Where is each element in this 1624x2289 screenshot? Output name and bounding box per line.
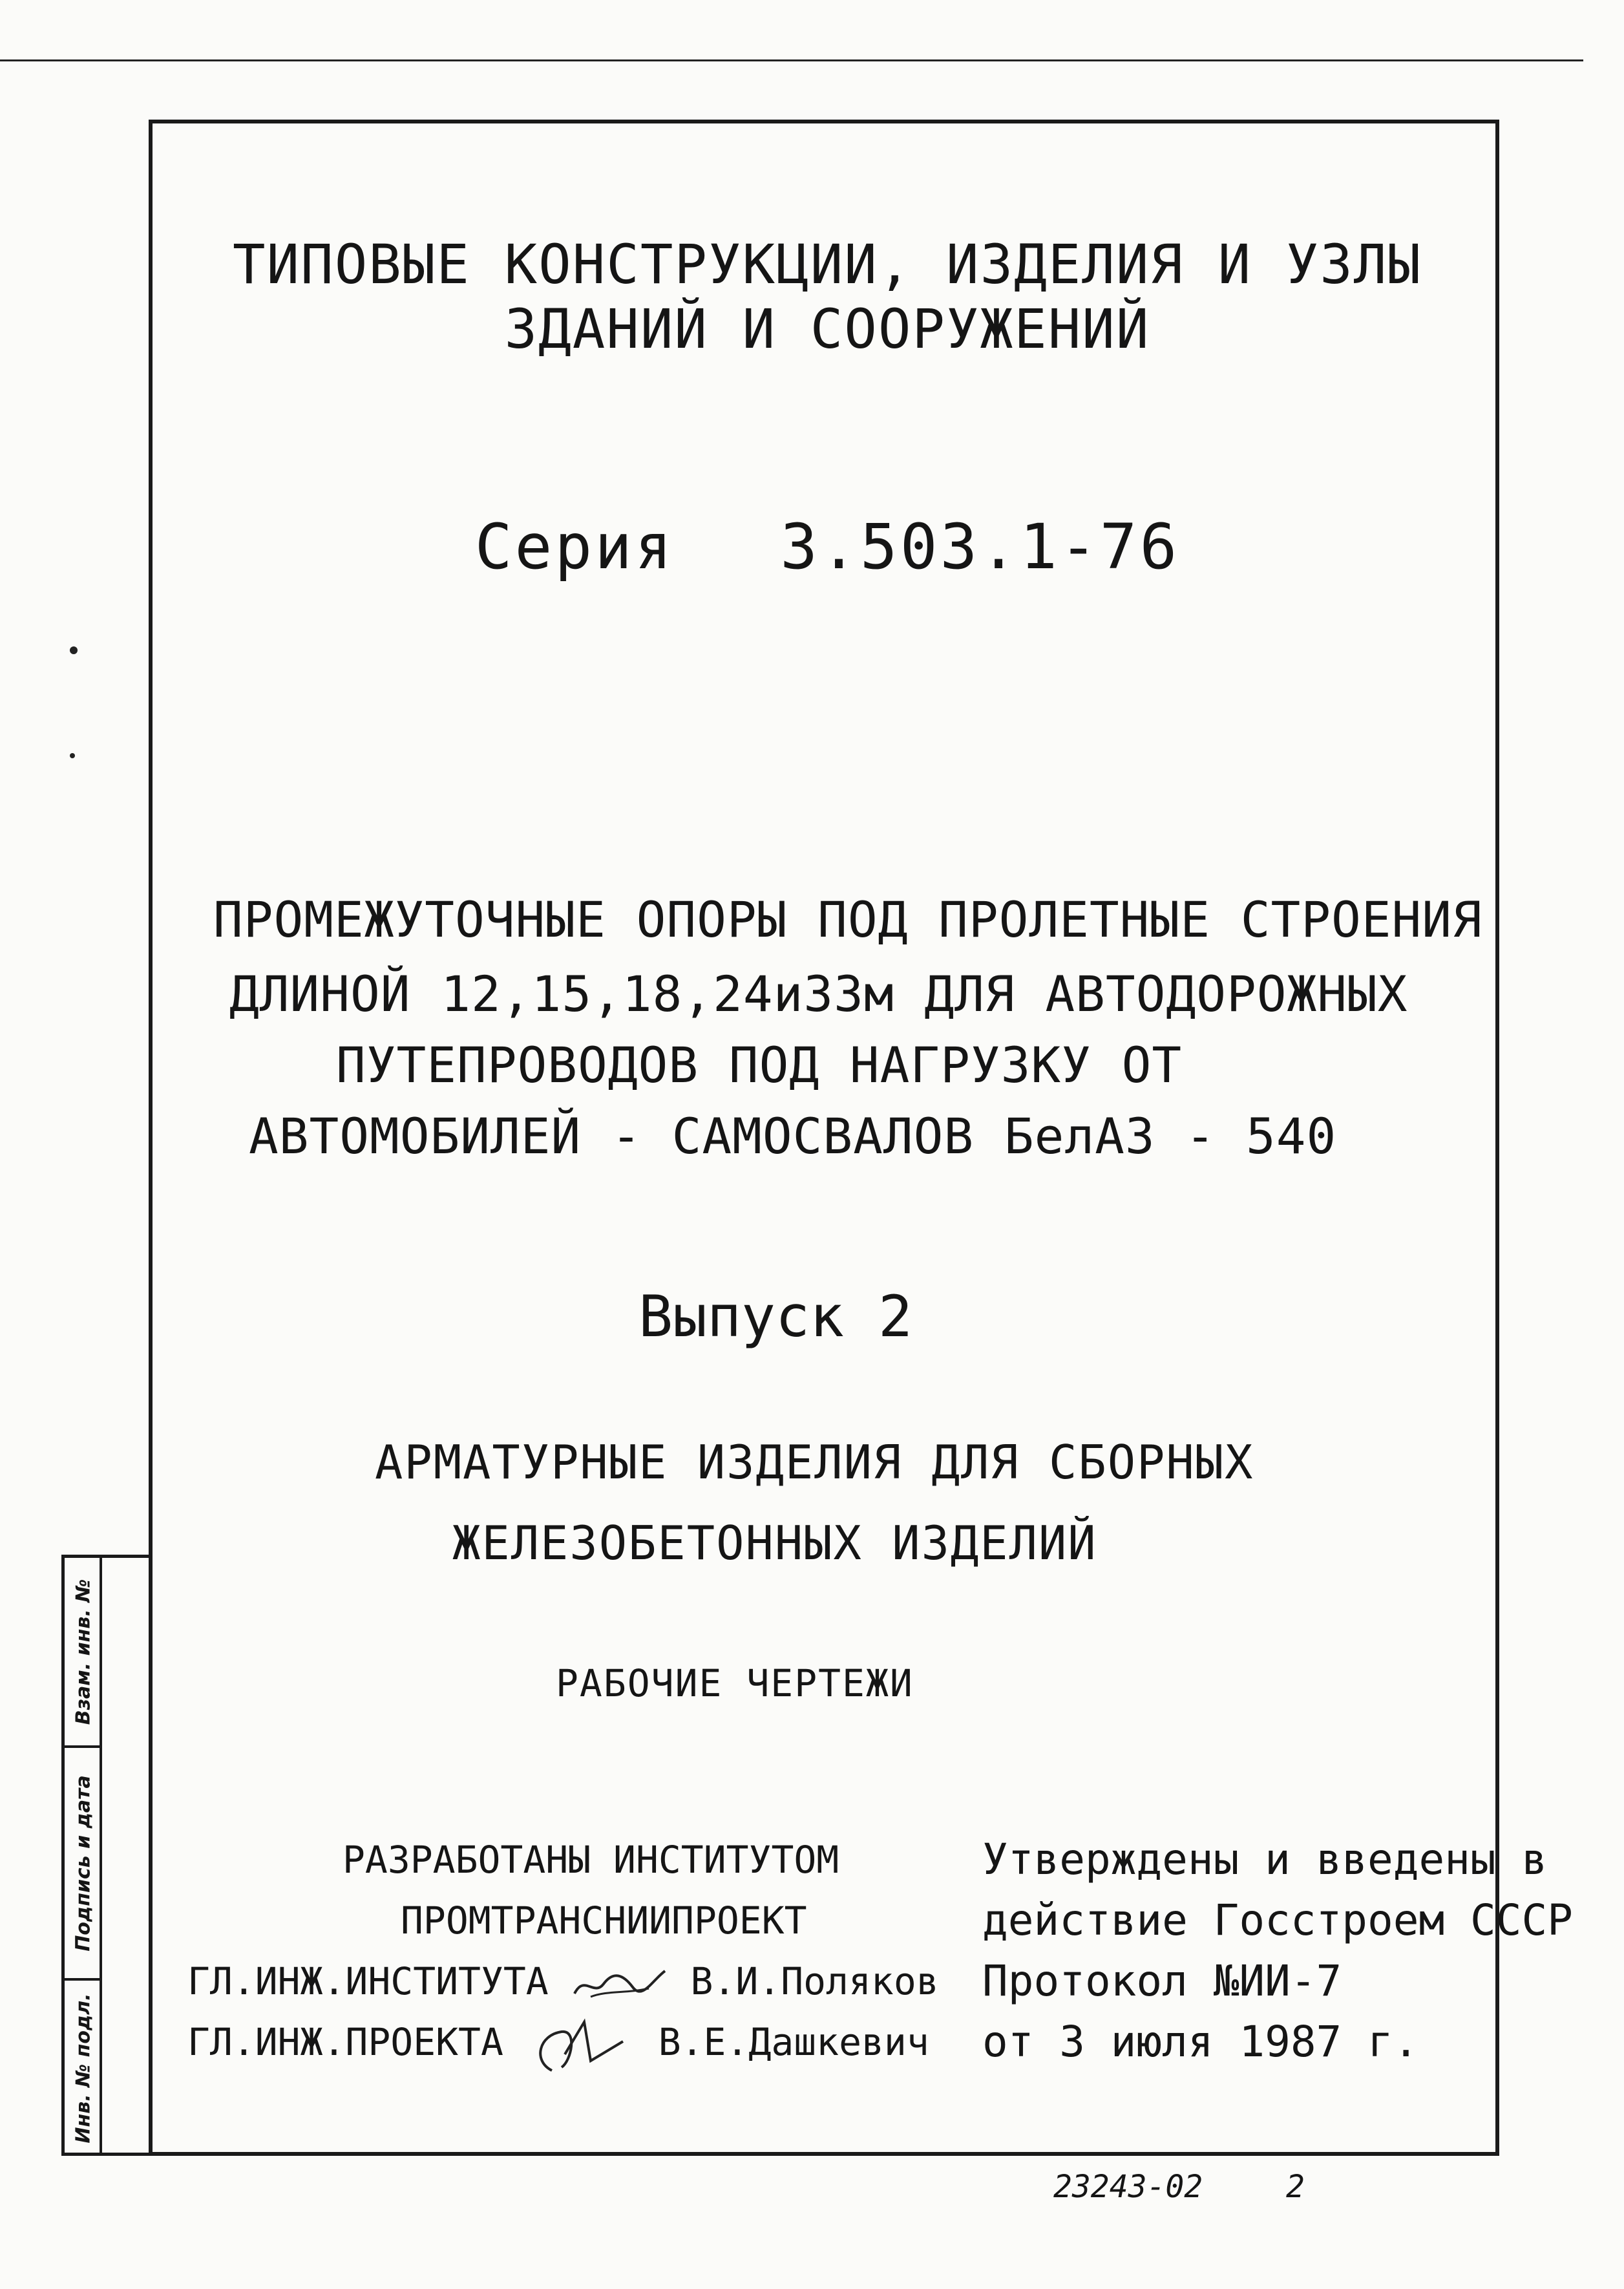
series-line — [149, 511, 1506, 583]
punch-dot — [70, 646, 78, 654]
chief-institute-row — [187, 1951, 939, 2012]
developer-institute: ПРОМТРАНСНИИПРОЕКТ — [401, 1899, 807, 1943]
chief-institute-name: В.И.Поляков — [690, 1959, 939, 2003]
chief-project-row — [187, 2012, 929, 2074]
sidebar-field-original — [67, 1981, 100, 2155]
punch-dot — [70, 753, 75, 758]
chief-project-name: В.Е.Дашкевич — [658, 2020, 929, 2064]
sidebar-stamp — [61, 1555, 149, 2156]
sidebar-field-label: Подпись и дата — [72, 1774, 95, 1952]
document-kind: РАБОЧИЕ ЧЕРТЕЖИ — [556, 1661, 914, 1705]
subject-line-1: АРМАТУРНЫЕ ИЗДЕЛИЯ ДЛЯ СБОРНЫХ — [375, 1435, 1254, 1489]
title-line-3: ПУТЕПРОВОДОВ ПОД НАГРУЗКУ ОТ — [336, 1036, 1183, 1094]
header-line-2: ЗДАНИЙ И СООРУЖЕНИЙ — [504, 297, 1150, 361]
header-line-1: ТИПОВЫЕ КОНСТРУКЦИИ, ИЗДЕЛИЯ И УЗЛЫ — [232, 233, 1422, 296]
issue-label: Выпуск 2 — [638, 1283, 912, 1350]
developer-block — [187, 1829, 939, 2074]
title-line-4: АВТОМОБИЛЕЙ - САМОСВАЛОВ БелАЗ - 540 — [249, 1107, 1337, 1165]
sidebar-field-signature — [67, 1748, 100, 1978]
sidebar-field-label: Взам. инв. № — [72, 1579, 95, 1725]
top-rule — [0, 59, 1583, 61]
sidebar-field-replace — [67, 1558, 100, 1745]
title-line-2: ДЛИНОЙ 12,15,18,24и33м ДЛЯ АВТОДОРОЖНЫХ — [229, 965, 1408, 1023]
series-number: 3.503.1-76 — [780, 511, 1180, 583]
series-label: Серия — [474, 511, 675, 583]
approval-date: от 3 июля 1987 г. — [982, 2017, 1419, 2067]
signature-icon — [571, 1961, 668, 2007]
title-line-1: ПРОМЕЖУТОЧНЫЕ ОПОРЫ ПОД ПРОЛЕТНЫЕ СТРОЕНИЯ — [213, 891, 1482, 948]
footer-code: 23243-02 — [1053, 2169, 1203, 2205]
approval-line-2: действие Госстроем СССР — [982, 1895, 1573, 1945]
approval-protocol: Протокол №ИИ-7 — [982, 1956, 1342, 2006]
subject-line-2: ЖЕЛЕЗОБЕТОННЫХ ИЗДЕЛИЙ — [452, 1516, 1097, 1570]
chief-project-title: ГЛ.ИНЖ.ПРОЕКТА — [187, 2020, 503, 2064]
approval-block — [982, 1829, 1573, 2072]
chief-institute-title: ГЛ.ИНЖ.ИНСТИТУТА — [187, 1959, 549, 2003]
developer-line-1: РАЗРАБОТАНЫ ИНСТИТУТОМ — [343, 1838, 839, 1882]
approval-line-1: Утверждены и введены в — [982, 1835, 1548, 1884]
signature-icon — [526, 2016, 636, 2074]
sidebar-field-label: Инв. № подл. — [72, 1992, 95, 2144]
footer-page-number: 2 — [1286, 2169, 1305, 2205]
